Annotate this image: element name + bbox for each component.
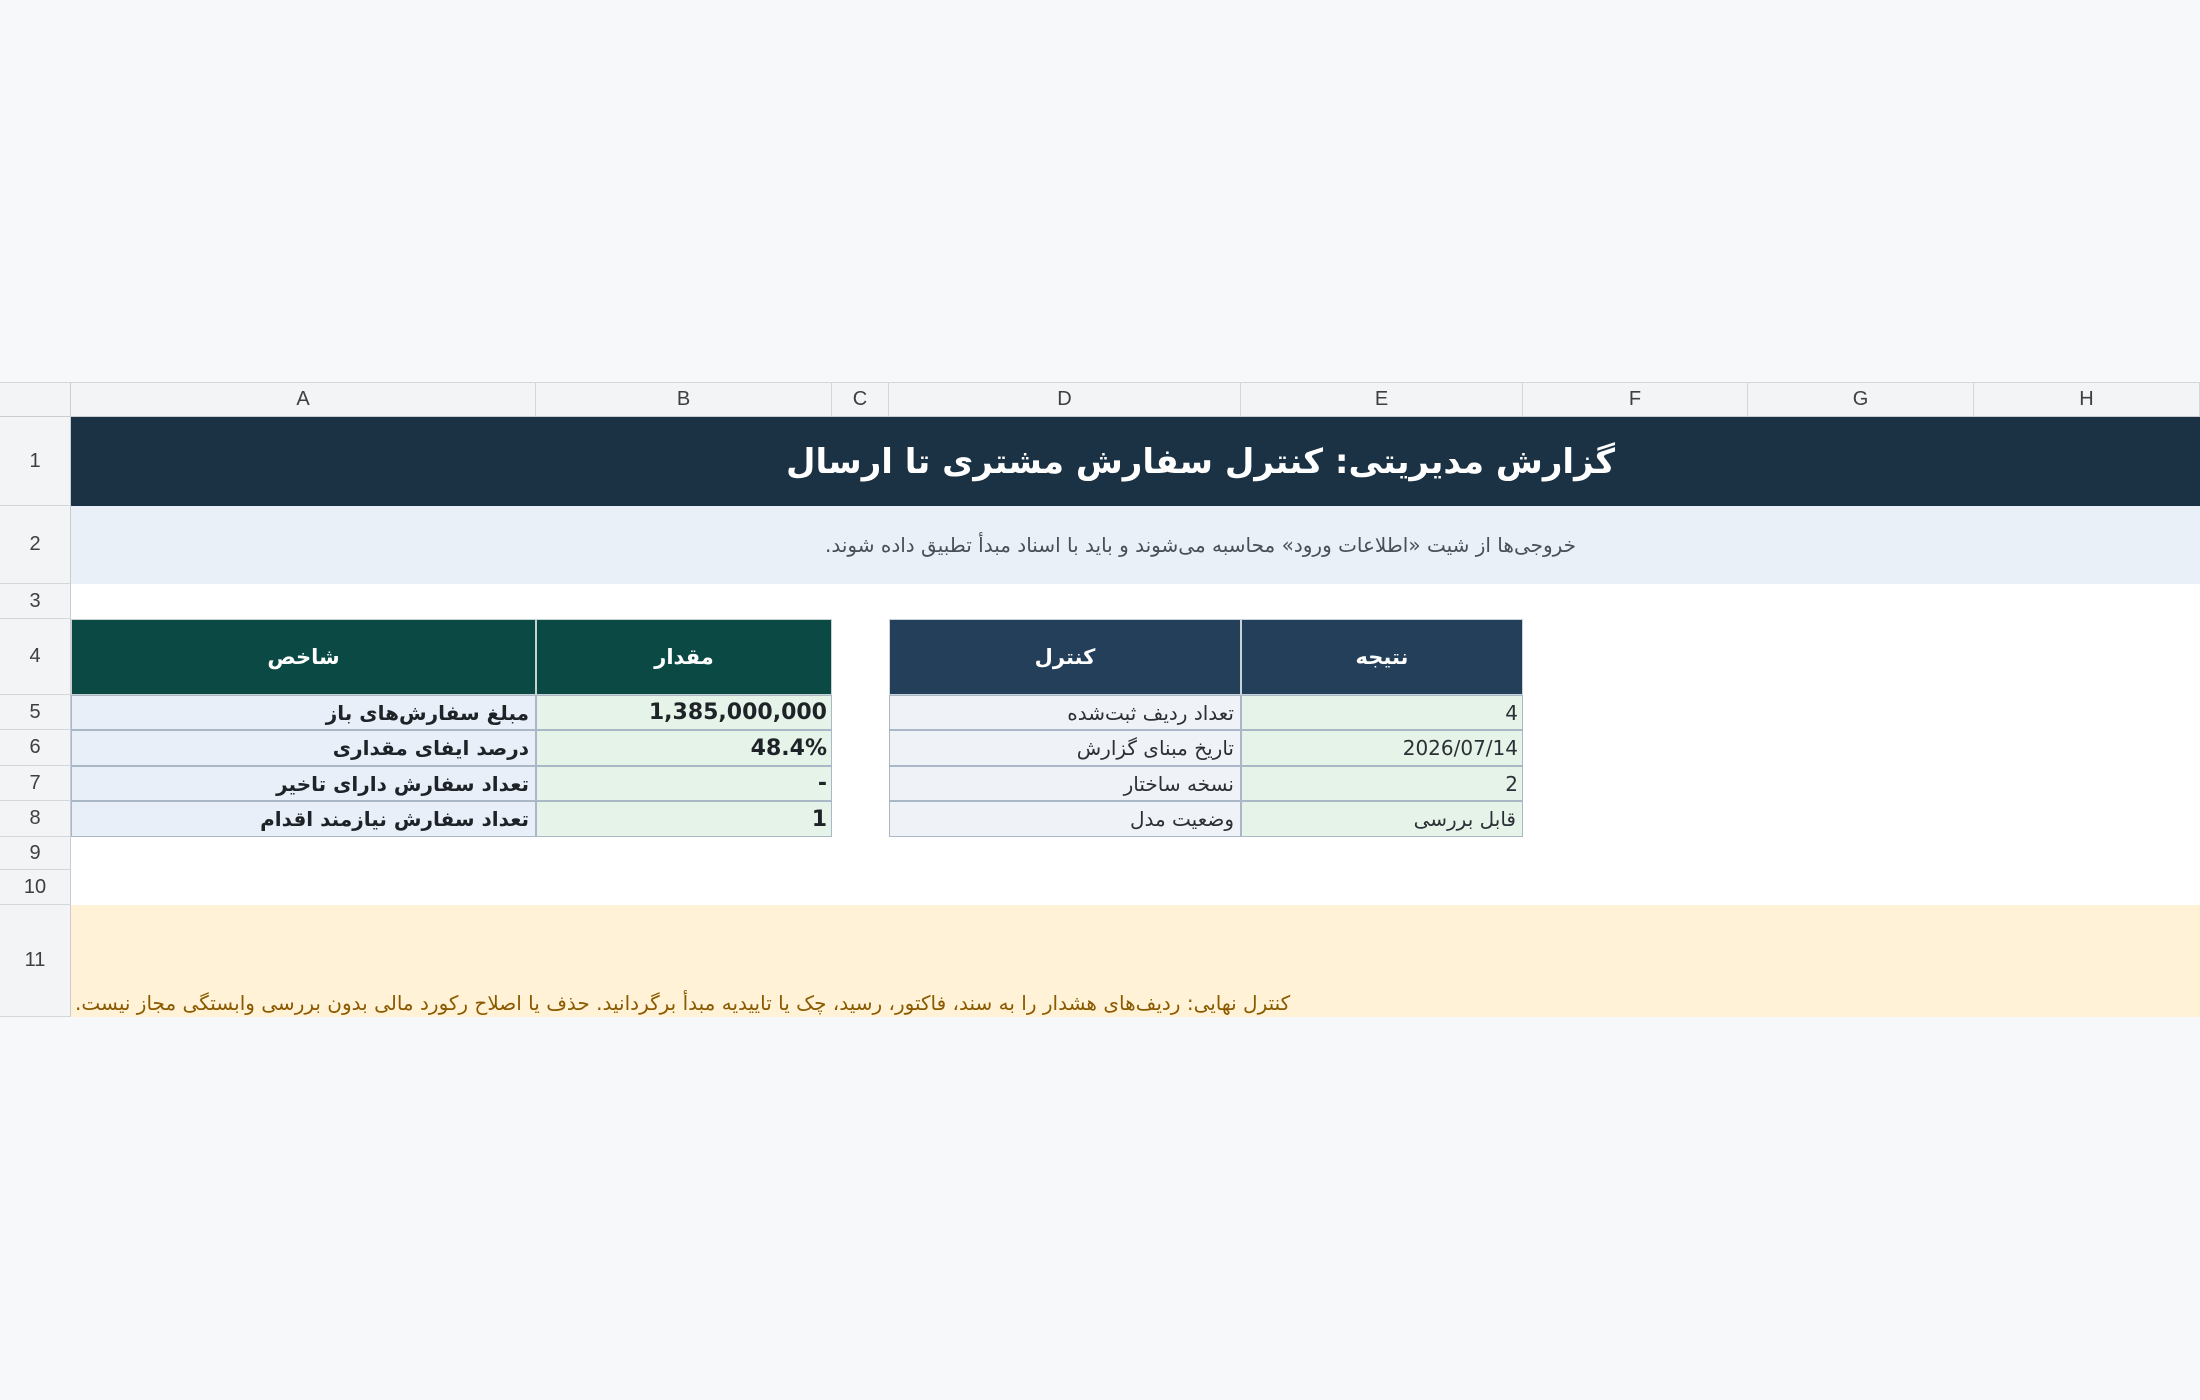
control-label-cell[interactable]: تعداد ردیف ثبت‌شده bbox=[889, 695, 1241, 730]
column-header-h[interactable]: H bbox=[1974, 382, 2200, 417]
final-control-note-text: کنترل نهایی: ردیف‌های هشدار را به سند، فاکتور، رسید، چک یا تاییدیه مبدأ برگردانید. حذف یا اصلاح رکورد مالی بدون بررسی وابستگی مجاز نیست. bbox=[75, 991, 1291, 1015]
kpi-metric-cell[interactable]: مبلغ سفارش‌های باز bbox=[71, 695, 536, 730]
kpi-value-cell[interactable]: 48.4% bbox=[536, 730, 832, 766]
column-header-a[interactable]: A bbox=[71, 382, 536, 417]
control-header-result[interactable]: نتیجه bbox=[1241, 619, 1523, 695]
row-header-9[interactable]: 9 bbox=[0, 837, 71, 870]
column-header-f[interactable]: F bbox=[1523, 382, 1748, 417]
kpi-metric-cell[interactable]: درصد ایفای مقداری bbox=[71, 730, 536, 766]
kpi-metric-cell[interactable]: تعداد سفارش دارای تاخیر bbox=[71, 766, 536, 801]
control-label-cell[interactable]: نسخه ساختار bbox=[889, 766, 1241, 801]
column-header-d[interactable]: D bbox=[889, 382, 1241, 417]
row-header-8[interactable]: 8 bbox=[0, 801, 71, 837]
control-label-cell[interactable]: وضعیت مدل bbox=[889, 801, 1241, 837]
row-header-11[interactable]: 11 bbox=[0, 905, 71, 1017]
row-header-1[interactable]: 1 bbox=[0, 417, 71, 506]
report-subtitle[interactable]: خروجی‌ها از شیت «اطلاعات ورود» محاسبه می‌شوند و باید با اسناد مبدأ تطبیق داده شوند. bbox=[71, 506, 2200, 584]
select-all-corner[interactable] bbox=[0, 382, 71, 417]
control-result-cell[interactable]: قابل بررسی bbox=[1241, 801, 1523, 837]
row-header-5[interactable]: 5 bbox=[0, 695, 71, 730]
column-header-b[interactable]: B bbox=[536, 382, 832, 417]
row-header-2[interactable]: 2 bbox=[0, 506, 71, 584]
column-header-c[interactable]: C bbox=[832, 382, 889, 417]
report-title[interactable]: گزارش مدیریتی: کنترل سفارش مشتری تا ارسال bbox=[71, 417, 2200, 506]
control-result-cell[interactable]: 2026/07/14 bbox=[1241, 730, 1523, 766]
row-header-6[interactable]: 6 bbox=[0, 730, 71, 766]
row-header-4[interactable]: 4 bbox=[0, 619, 71, 695]
column-header-e[interactable]: E bbox=[1241, 382, 1523, 417]
row-header-7[interactable]: 7 bbox=[0, 766, 71, 801]
row-header-10[interactable]: 10 bbox=[0, 870, 71, 905]
row-header-3[interactable]: 3 bbox=[0, 584, 71, 619]
kpi-metric-cell[interactable]: تعداد سفارش نیازمند اقدام bbox=[71, 801, 536, 837]
kpi-header-value[interactable]: مقدار bbox=[536, 619, 832, 695]
spreadsheet-grid bbox=[0, 382, 2200, 1017]
kpi-header-metric[interactable]: شاخص bbox=[71, 619, 536, 695]
final-control-note[interactable] bbox=[71, 905, 2200, 1017]
kpi-value-cell[interactable]: 1,385,000,000 bbox=[536, 695, 832, 730]
control-header-control[interactable]: کنترل bbox=[889, 619, 1241, 695]
control-result-cell[interactable]: 4 bbox=[1241, 695, 1523, 730]
kpi-value-cell[interactable]: 1 bbox=[536, 801, 832, 837]
control-label-cell[interactable]: تاریخ مبنای گزارش bbox=[889, 730, 1241, 766]
column-header-g[interactable]: G bbox=[1748, 382, 1974, 417]
kpi-value-cell[interactable]: - bbox=[536, 766, 832, 801]
control-result-cell[interactable]: 2 bbox=[1241, 766, 1523, 801]
